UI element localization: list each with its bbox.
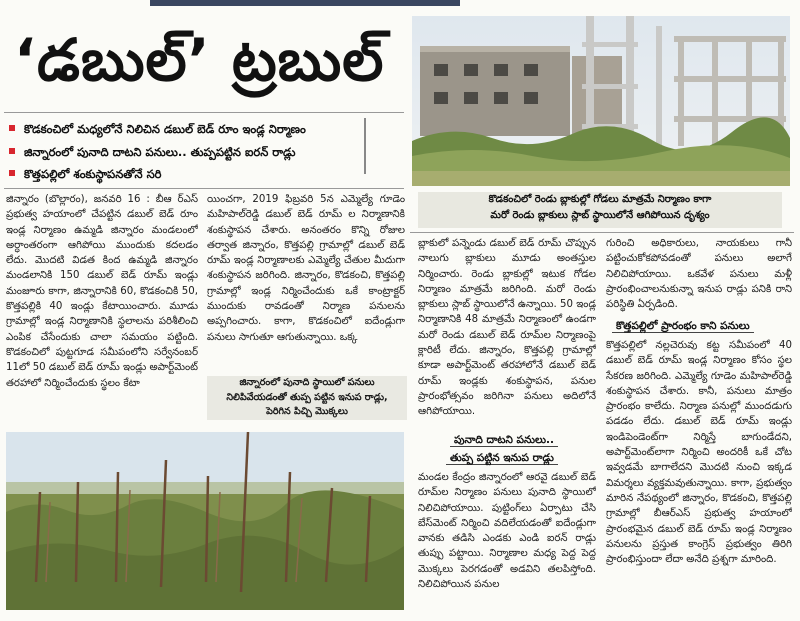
article-column-2-text: యించగా, 2019 ఫిబ్రవరి 5న ఎమ్మెల్యే గూడెం మహిపాల్‌రెడ్డి డబుల్ బెడ్ రూమ్ ల నిర్మాణానికి శంకుస్థాపన చేశారు. అనంతరం కొన్ని రోజుల తర్వాత జిన్నారం, కొత్తపల్లి గ్రామాల్లో డబుల్ బెడ్ రూమ్ ఇండ్ల నిర్మాణాలకు ఎమ్మెల్యే చేతుల మీదుగా శంకుస్థాపన జరిగింది. జిన్నారం, కొడకంచి, కొత్తపల్లి గ్రామాల్లో ఇండ్ల నిర్మించేందుకు ఒకే కాంట్రాక్టర్ ముందుకు రావడంతో నిర్మాణ పనులను అప్పగించారు. కాగా, కొడకంచిలో ఐదేండ్లుగా పనులు సాగుతూ ఆగుతున్నాయి. ఒక్క bbox=[207, 194, 405, 343]
article-column-1-text: జిన్నారం (బొల్లారం), జనవరి 16 : బీఆ ర్ఎస్ ప్రభుత్వ హయాంలో చేపట్టిన డబుల్ బెడ్ రూం ఇండ్ల నిర్మాణం ఉమ్మడి జిన్నారం మండలంలో అర్ధాంతరంగా ఆగిపోయి ముందుకు కదలడం లేదు. మొదటి విడత కింద ఉమ్మడి జిన్నారం మండలానికి 150 డబుల్ బెడ్ రూమ్ ఇండ్లు మంజూరు కాగా, జిన్నారానికి 60, కొడకంచికి 50, కొత్తపల్లికి 40 ఇండ్లు కేటాయించారు. మూడు గ్రామాల్లో ఇండ్ల నిర్మాణానికి స్థలాలను పరిశీలించి ఎంపిక చేసేందుకు చాలా సమయం పట్టింది. కొడకంచిలో పుట్టగూడ సమీపంలోని సర్వేనంబర్ 11లో 50 డబుల్ బెడ్ రూమ్ ఇండ్లు అపార్ట్‌మెంట్ తరహాలో నిర్మించేందుకు స్థలం కేటా bbox=[6, 194, 198, 389]
article-column-4b bbox=[606, 338, 792, 616]
field-photo-caption-line-1: జిన్నారంలో పునాది స్థాయిలో పనులు bbox=[239, 377, 375, 388]
article-column-4a-text: గురించి అధికారులు, నాయకులు గానీ పట్టించుకోకపోవడంతో పనులు అలాగే నిలిచిపోయాయి. ఒకవేళ పనులు మళ్లీ ప్రారంభించాలనుకున్నా ఇనుప రాడ్లు పనికి రాని పరిస్థితి ఏర్పడింది. bbox=[606, 238, 792, 311]
article-column-4a bbox=[606, 236, 792, 314]
section-head-1: పునాది దాటని పనులు.. bbox=[450, 432, 558, 448]
field-photo bbox=[6, 432, 404, 610]
subhead-rule bbox=[4, 188, 404, 189]
field-photo-caption-line-3: పెరిగిన పిచ్చి మొక్కలు bbox=[266, 406, 348, 417]
field-photo-caption bbox=[207, 376, 407, 420]
bullet-icon bbox=[9, 170, 15, 176]
bullet-icon bbox=[9, 125, 15, 131]
photo-caption bbox=[418, 192, 782, 228]
article-column-2 bbox=[207, 192, 405, 372]
subhead-1: కొడకంచిలో మధ్యలోనే నిలిచిన డబుల్ బెడ్ రూం ఇండ్ల నిర్మాణం bbox=[4, 119, 380, 139]
field-photo-caption-line-2: నిలిపివేయడంతో తుప్ప పట్టిన ఇనుప రాడ్లు, bbox=[226, 391, 388, 403]
bullet-icon bbox=[9, 148, 15, 154]
article-column-1 bbox=[6, 192, 198, 432]
article-column-3b bbox=[418, 470, 596, 615]
article-column-3a-text: బ్లాకులో పన్నెండు డబుల్ బెడ్ రూమ్ చొప్పున నాలుగు బ్లాకులు మూడు అంతస్తుల నిర్మించారు. రెండు బ్లాకుల్లో ఇటుక గోడల నిర్మాణం మాత్రమే జరిగింది. మరో రెండు బ్లాకులు స్లాబ్ స్థాయిలోనే ఉన్నాయి. 50 ఇండ్ల నిర్మాణానికి 48 మాత్రమే నిర్మాణంలో ఉండగా మరో రెండు డబుల్ బెడ్ రూమ్‌ల నిర్మాణంపై క్లారిటీ లేదు. జిన్నారం, కొత్తపల్లి గ్రామాల్లో కూడా అపార్ట్‌మెంట్ తరహాలోనే డబుల్ బెడ్ రూమ్ ఇండ్లకు శంకుస్థాపన, పనుల ప్రారంభోత్సవం జరిగినా పనులు అదిలోనే ఆగిపోయాయి. bbox=[418, 238, 596, 418]
building-photo bbox=[412, 16, 790, 186]
article-column-4b-text: కొత్తపల్లిలో నల్లచెరువు కట్ట సమీపంలో 40 డబుల్ బెడ్ రూమ్ ఇండ్ల నిర్మాణం కోసం స్థల సేకరణ జరిగింది. ఎమ్మెల్యే గూడెం మహిపాల్‌రెడ్డి శంకుస్థాపన చేశారు. కానీ, పనులు మాత్రం ప్రారంభం కాలేదు. నిర్మాణ పనుల్లో ముందడుగు పడడం లేదు. డబుల్ బెడ్ రూమ్ ఇండ్లు ఇండిపెండెంట్‌గా నిర్మిస్తే బాగుండేదని, అపార్ట్‌మెంట్‌లాగా నిర్మించి అందరికీ ఒకే చోట ఇవ్వడమే బాగాలేదని మొదటి నుంచి ఇక్కడ విమర్శలు వ్యక్తమవుతున్నాయి. కాగా, ప్రభుత్వం మారిన నేపథ్యంలో జిన్నారం, కొడకంచి, కొత్తపల్లి గ్రామాల్లో బీఆర్ఎస్ ప్రభుత్వ హయాంలో ప్రారంభమైన డబుల్ బెడ్ రూమ్ ఇండ్ల నిర్మాణం పనులను ప్రస్తుత కాంగ్రెస్ ప్రభుత్వం తిరిగి ప్రారంభిస్తుందా లేదా అనేది ప్రశ్నగా మారింది. bbox=[606, 340, 792, 566]
article-column-3b-text: మండల కేంద్రం జిన్నారంలో ఆరవై డబుల్ బెడ్ రూమ్‌ల నిర్మాణం పనులు పునాది స్థాయిలో నిలిచిపోయాయి. పుట్టింగ్‌లు ఏర్పాటు చేసి బేస్‌మెంట్ నిర్మించి వదిలేయడంతో ఐదేండ్లుగా వానకు తడిసి ఎండకు ఎండి ఐరన్ రాడ్లు తుప్పు పట్టాయి. నిర్మాణాల మధ్య పెద్ద పెద్ద మొక్కలు పెరగడంతో అడవిని తలపిస్తోంది. నిలిచిపోయిన పనుల bbox=[418, 472, 596, 591]
photo-caption-line-2: మరో రెండు బ్లాకులు స్లాబ్ స్థాయిలోనే ఆగిపోయిన దృశ్యం bbox=[490, 210, 710, 221]
photo-rule bbox=[410, 232, 794, 233]
subhead-3: కొత్తపల్లిలో శంకుస్థాపనతోనే సరి bbox=[4, 164, 380, 184]
headline: ‘డబుల్’ ట్రబుల్ bbox=[14, 26, 385, 94]
subhead-divider bbox=[364, 118, 366, 174]
headline-rule bbox=[4, 112, 404, 113]
section-head-3: కొత్తపల్లిలో ప్రారంభం కాని పనులు bbox=[612, 318, 754, 334]
subhead-2: జిన్నారంలో పునాది దాటని పనులు.. తుప్పపట్టిన ఐరన్ రాడ్లు bbox=[4, 142, 380, 162]
building-photo-image bbox=[412, 16, 790, 186]
photo-caption-line-1: కొడకంచిలో రెండు బ్లాకుల్లో గోడలు మాత్రమే నిర్మాణం కాగా bbox=[488, 194, 712, 205]
article-column-3a bbox=[418, 236, 596, 426]
field-photo-image bbox=[6, 432, 404, 610]
section-head-2: తుప్ప పట్టిన ఇనుప రాడ్లు bbox=[446, 450, 558, 466]
top-bar bbox=[150, 0, 460, 6]
